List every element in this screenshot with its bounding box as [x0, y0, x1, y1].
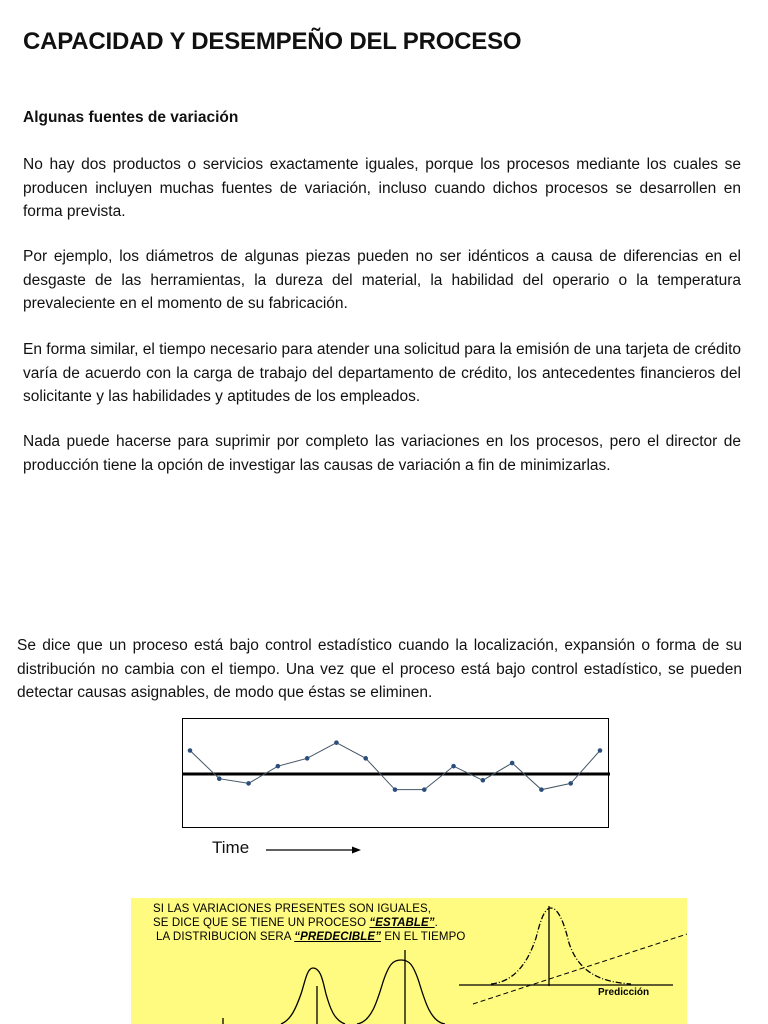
paragraph-4: Nada puede hacerse para suprimir por completo las variaciones en los procesos, pero el director de producción tiene la opción de investigar las causas de variación a fin de minimizarlas. — [23, 433, 741, 474]
control-chart-plot — [183, 719, 610, 829]
panel-line-2-suffix: . — [434, 917, 438, 929]
control-chart — [182, 718, 609, 828]
stable-process-panel — [131, 898, 687, 1024]
data-point — [305, 756, 310, 761]
paragraph-1: No hay dos productos o servicios exactamente iguales, porque los procesos mediante los cuales se producen incluyen muchas fuentes de variación, incluso cuando dichos procesos se desarrollen en forma prevista. — [23, 156, 741, 220]
data-point — [481, 778, 486, 783]
paragraph-2: Por ejemplo, los diámetros de algunas piezas pueden no ser idénticos a causa de diferencias en el desgaste de las herramientas, la dureza del material, la habilidad del operario o la temperatura prevaleciente en el momento de su fabricación. — [23, 248, 741, 312]
panel-line-3-prefix: LA DISTRIBUCION SERA — [156, 931, 295, 943]
panel-emph-predecible: “PREDECIBLE” — [294, 931, 382, 943]
panel-line-3-suffix: EN EL TIEMPO — [381, 931, 466, 943]
page-title: CAPACIDAD Y DESEMPEÑO DEL PROCESO — [23, 28, 522, 55]
data-point — [598, 748, 603, 753]
time-axis-label: Time — [212, 838, 250, 857]
data-point — [246, 781, 251, 786]
time-arrow-icon — [264, 842, 364, 858]
data-point — [568, 781, 573, 786]
data-point — [276, 764, 281, 769]
paragraph-3: En forma similar, el tiempo necesario para atender una solicitud para la emisión de una tarjeta de crédito varía de acuerdo con la carga de trabajo del departamento de crédito, los antecedentes financieros del solicitante y las habilidades y aptitudes de los empleados. — [23, 341, 741, 405]
distribution-illustration — [131, 898, 687, 1024]
data-point — [334, 740, 339, 745]
data-point — [393, 787, 398, 792]
panel-line-1: SI LAS VARIACIONES PRESENTES SON IGUALES, — [153, 903, 432, 915]
series-line — [190, 743, 600, 790]
panel-line-2-prefix: SE DICE QUE SE TIENE UN PROCESO — [153, 917, 370, 929]
panel-emph-estable: “ESTABLE” — [369, 917, 435, 929]
data-point — [451, 764, 456, 769]
data-point — [510, 761, 515, 766]
control-paragraph: Se dice que un proceso está bajo control estadístico cuando la localización, expansión o forma de su distribución no cambia con el tiempo. Una vez que el proceso está bajo control estadístico, se pueden detectar causas asignables, de modo que éstas se eliminen. — [17, 637, 742, 701]
section-subtitle: Algunas fuentes de variación — [23, 109, 239, 126]
data-point — [422, 787, 427, 792]
data-point — [188, 748, 193, 753]
prediction-label: Predicción — [598, 987, 650, 998]
data-point — [539, 787, 544, 792]
data-point — [217, 776, 222, 781]
data-point — [363, 756, 368, 761]
